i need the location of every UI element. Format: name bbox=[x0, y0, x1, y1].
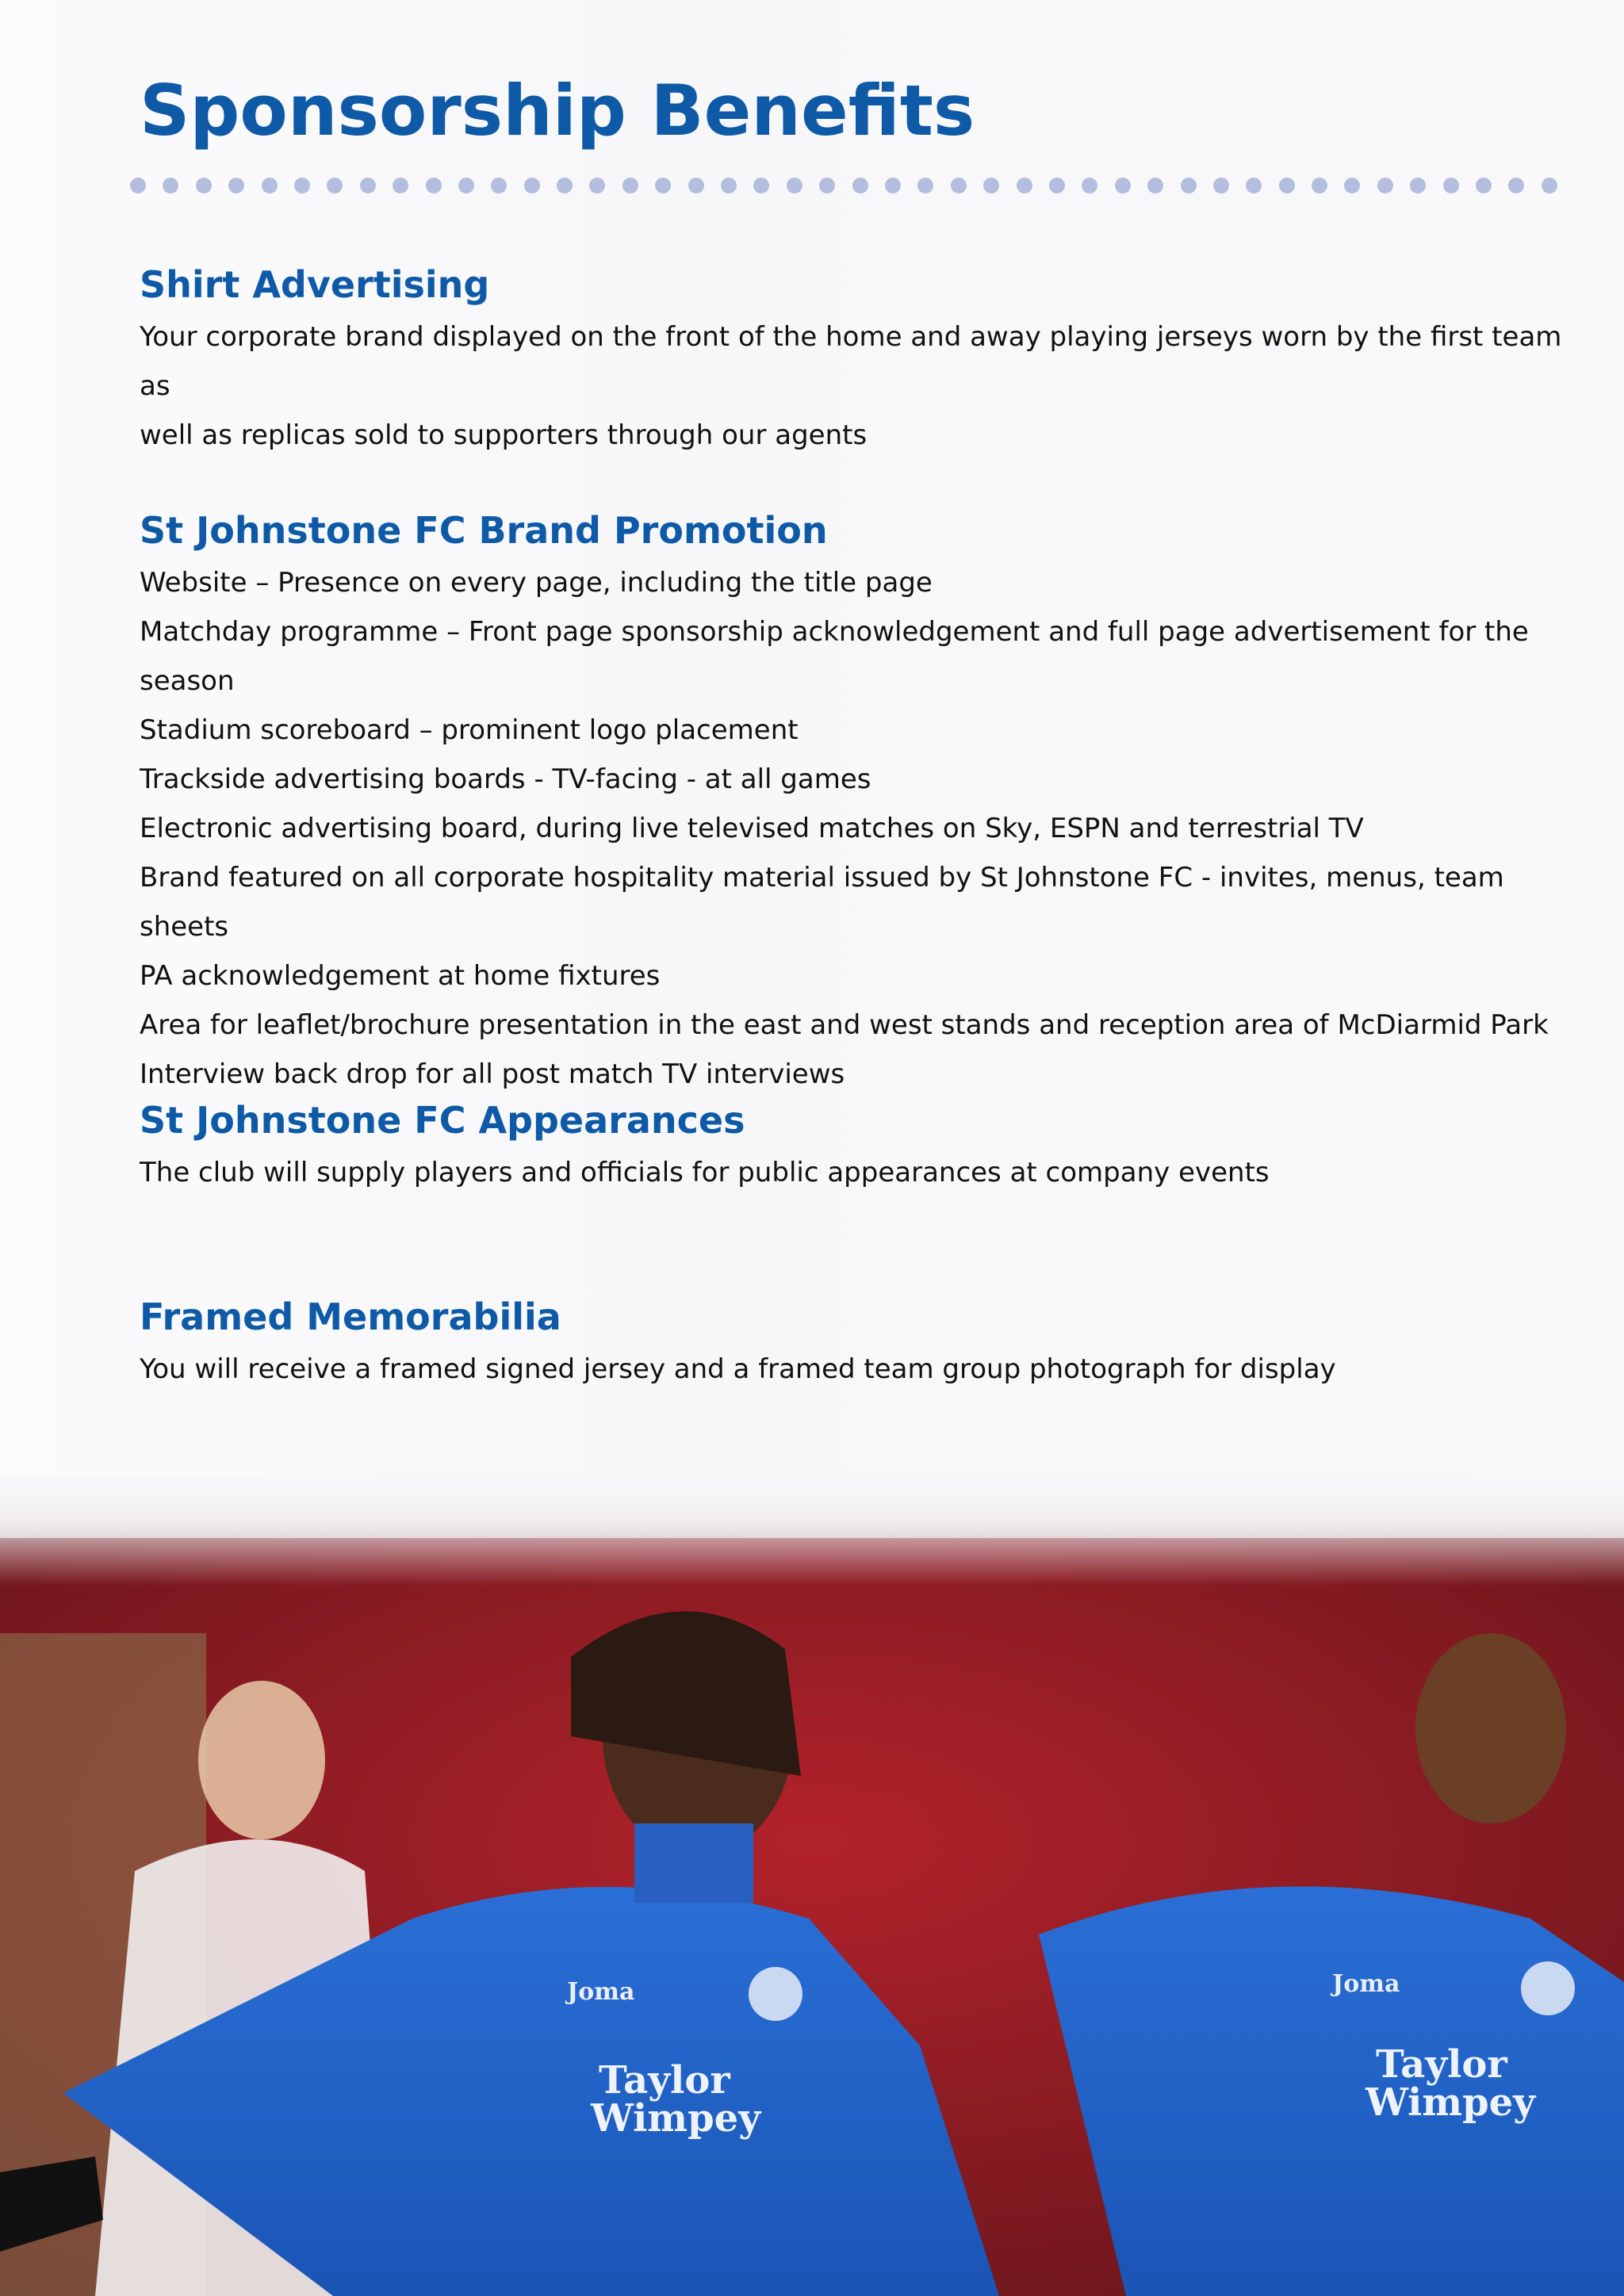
list-item: Trackside advertising boards - TV-facing - at all games bbox=[140, 763, 871, 795]
sponsor-line-2: Wimpey bbox=[1365, 2080, 1536, 2125]
player-two-shirt bbox=[1039, 1887, 1624, 2296]
divider-dot bbox=[393, 178, 408, 193]
divider-dot bbox=[1508, 178, 1524, 193]
title-block bbox=[140, 63, 1567, 159]
list-item: Website – Presence on every page, including the title page bbox=[140, 567, 933, 599]
section-heading: Shirt Advertising bbox=[140, 263, 490, 306]
player-two-head bbox=[1415, 1633, 1566, 1823]
section-appearances bbox=[140, 1094, 1567, 1197]
section-heading: St Johnstone FC Brand Promotion bbox=[140, 509, 828, 552]
divider-dot bbox=[688, 178, 704, 193]
sponsor-line-1: Taylor bbox=[1376, 2042, 1507, 2087]
divider-dot bbox=[262, 178, 278, 193]
section-shirt-advertising bbox=[140, 258, 1567, 460]
divider-dot bbox=[1181, 178, 1197, 193]
divider-dot bbox=[458, 178, 474, 193]
players-photo bbox=[0, 1475, 1624, 2296]
divider-dot bbox=[1312, 178, 1327, 193]
dotted-divider bbox=[130, 176, 1557, 195]
divider-dot bbox=[721, 178, 737, 193]
divider-dot bbox=[787, 178, 802, 193]
divider-dot bbox=[228, 178, 244, 193]
divider-dot bbox=[491, 178, 507, 193]
list-item: PA acknowledgement at home fixtures bbox=[140, 960, 661, 992]
divider-dot bbox=[1147, 178, 1163, 193]
divider-dot bbox=[196, 178, 212, 193]
divider-dot bbox=[917, 178, 933, 193]
section-heading: Framed Memorabilia bbox=[140, 1295, 561, 1338]
divider-dot bbox=[1542, 178, 1557, 193]
divider-dot bbox=[524, 178, 540, 193]
player-one-collar bbox=[634, 1823, 753, 1903]
sponsor-line-1: Taylor bbox=[599, 2058, 730, 2103]
list-item: Interview back drop for all post match TV interviews bbox=[140, 1058, 845, 1090]
divider-dot bbox=[557, 178, 573, 193]
divider-dot bbox=[1049, 178, 1065, 193]
divider-dot bbox=[819, 178, 835, 193]
section-body-line: The club will supply players and officials for public appearances at company events bbox=[140, 1157, 1270, 1188]
section-memorabilia bbox=[140, 1291, 1567, 1394]
divider-dot bbox=[1377, 178, 1393, 193]
page-title: Sponsorship Benefits bbox=[140, 70, 975, 151]
photo-top-fade bbox=[0, 1475, 1624, 1586]
divider-dot bbox=[327, 178, 343, 193]
divider-dot bbox=[1017, 178, 1032, 193]
divider-dot bbox=[294, 178, 310, 193]
club-crest-icon bbox=[1521, 1961, 1575, 2015]
section-heading: St Johnstone FC Appearances bbox=[140, 1099, 745, 1142]
section-body-line: Your corporate brand displayed on the front of the home and away playing jerseys worn by the first team as bbox=[140, 321, 1562, 402]
list-item: Brand featured on all corporate hospitality material issued by St Johnstone FC - invites, menus, team sheets bbox=[140, 862, 1504, 943]
divider-dot bbox=[1082, 178, 1097, 193]
kit-maker-text: Joma bbox=[1332, 1970, 1400, 1998]
list-item: Electronic advertising board, during live televised matches on Sky, ESPN and terrestrial TV bbox=[140, 813, 1364, 844]
divider-dot bbox=[1246, 178, 1262, 193]
divider-dot bbox=[1213, 178, 1229, 193]
divider-dot bbox=[1344, 178, 1360, 193]
divider-dot bbox=[130, 178, 146, 193]
list-item: Matchday programme – Front page sponsorship acknowledgement and full page advertisement for the season bbox=[140, 616, 1529, 697]
club-crest-icon bbox=[749, 1967, 802, 2021]
section-body-line: You will receive a framed signed jersey and a framed team group photograph for display bbox=[140, 1353, 1336, 1385]
background-player-head bbox=[198, 1681, 325, 1839]
list-item: Stadium scoreboard – prominent logo placement bbox=[140, 714, 799, 746]
divider-dot bbox=[622, 178, 638, 193]
divider-dot bbox=[983, 178, 999, 193]
divider-dot bbox=[1410, 178, 1426, 193]
divider-dot bbox=[655, 178, 671, 193]
divider-dot bbox=[163, 178, 178, 193]
divider-dot bbox=[589, 178, 605, 193]
divider-dot bbox=[885, 178, 901, 193]
section-brand-promotion bbox=[140, 504, 1567, 1099]
divider-dot bbox=[1115, 178, 1131, 193]
divider-dot bbox=[426, 178, 442, 193]
section-body-line: well as replicas sold to supporters through our agents bbox=[140, 419, 868, 451]
divider-dot bbox=[1279, 178, 1295, 193]
list-item: Area for leaflet/brochure presentation in the east and west stands and reception area of McDiarmid Park bbox=[140, 1009, 1549, 1041]
divider-dot bbox=[1476, 178, 1492, 193]
kit-maker-text: Joma bbox=[567, 1978, 635, 2006]
divider-dot bbox=[360, 178, 376, 193]
sponsor-line-2: Wimpey bbox=[591, 2096, 761, 2141]
divider-dot bbox=[753, 178, 769, 193]
divider-dot bbox=[951, 178, 967, 193]
benefit-list bbox=[140, 558, 1567, 1099]
players-illustration bbox=[0, 1475, 1624, 2296]
divider-dot bbox=[1443, 178, 1459, 193]
divider-dot bbox=[852, 178, 868, 193]
